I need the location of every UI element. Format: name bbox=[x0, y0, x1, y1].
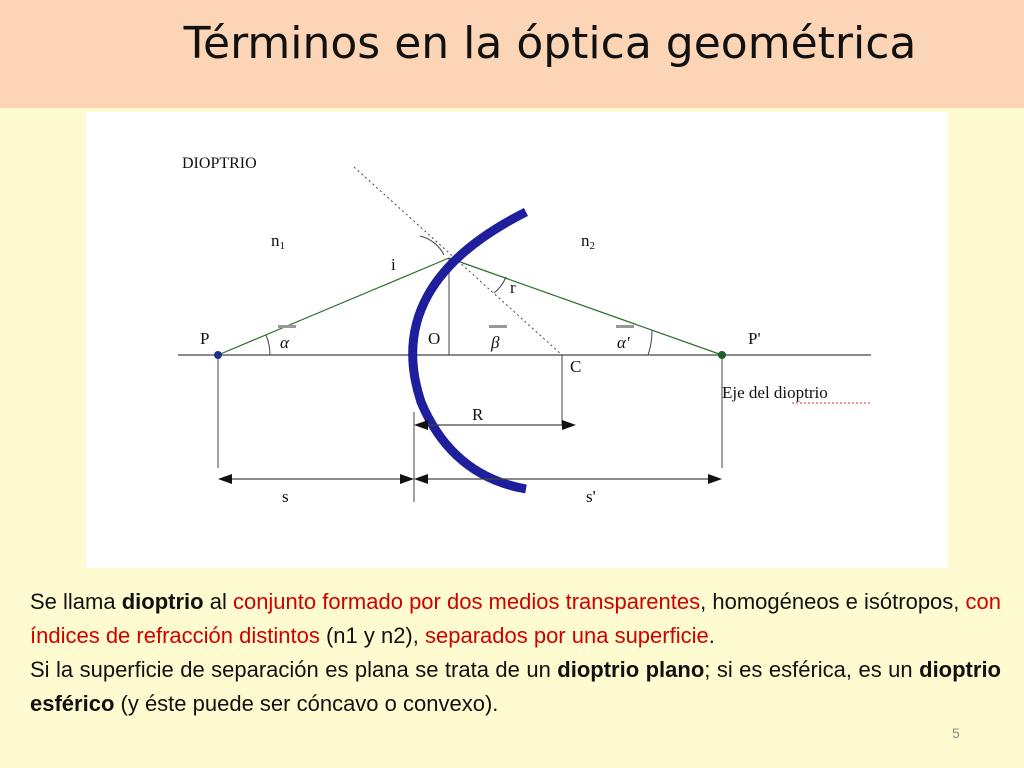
radius-arrow-right-head bbox=[562, 420, 576, 430]
page-number: 5 bbox=[952, 725, 960, 741]
alpha-arc bbox=[266, 335, 270, 355]
alpha-prime-label: α' bbox=[617, 333, 630, 352]
point-p-prime-label: P' bbox=[748, 329, 761, 348]
n1-label: n1 bbox=[271, 231, 285, 252]
radius-arrow-left-head bbox=[414, 420, 428, 430]
dioptrio-label: DIOPTRIO bbox=[182, 155, 257, 172]
alpha-label: α bbox=[280, 333, 289, 352]
alpha-prime-arc bbox=[648, 330, 652, 355]
diagram-svg bbox=[86, 112, 948, 568]
dioptrio-diagram bbox=[86, 112, 948, 568]
refraction-arc bbox=[494, 277, 506, 293]
point-p-label: P bbox=[200, 329, 210, 348]
incidence-angle-label: i bbox=[391, 255, 396, 274]
s-prime-arrow-right-head bbox=[708, 474, 722, 484]
point-c-label: C bbox=[570, 357, 582, 376]
radius-label: R bbox=[472, 405, 484, 424]
slide-title: Términos en la óptica geométrica bbox=[183, 18, 917, 69]
refracting-surface bbox=[413, 212, 526, 489]
paragraph-definition: Se llama dioptrio al conjunto formado por dos medios transparentes, homogéneos e isótropos, con índices de refracción distintos (n1 y n2), separados por una superficie. bbox=[30, 589, 1002, 648]
s-prime-arrow-left-head bbox=[414, 474, 428, 484]
paragraph-types: Si la superficie de separación es plana se trata de un dioptrio plano; si es esférica, es un dioptrio esférico (y éste puede ser cóncavo o convexo). bbox=[30, 657, 1001, 716]
alpha-prime-bar bbox=[616, 325, 634, 328]
body-text bbox=[30, 585, 1001, 721]
beta-label: β bbox=[491, 333, 500, 352]
alpha-bar bbox=[278, 325, 296, 328]
beta-bar bbox=[489, 325, 507, 328]
refraction-angle-label: r bbox=[510, 278, 516, 297]
n2-label: n2 bbox=[581, 231, 595, 252]
s-label: s bbox=[282, 487, 289, 506]
point-o-label: O bbox=[428, 329, 441, 348]
point-p bbox=[214, 351, 222, 359]
s-prime-label: s' bbox=[586, 487, 596, 506]
point-p-prime bbox=[718, 351, 726, 359]
s-arrow-left-head bbox=[218, 474, 232, 484]
axis-label: Eje del dioptrio bbox=[722, 383, 828, 402]
s-arrow-right-head bbox=[400, 474, 414, 484]
refracted-ray bbox=[449, 258, 722, 355]
title-bar bbox=[0, 0, 1024, 108]
